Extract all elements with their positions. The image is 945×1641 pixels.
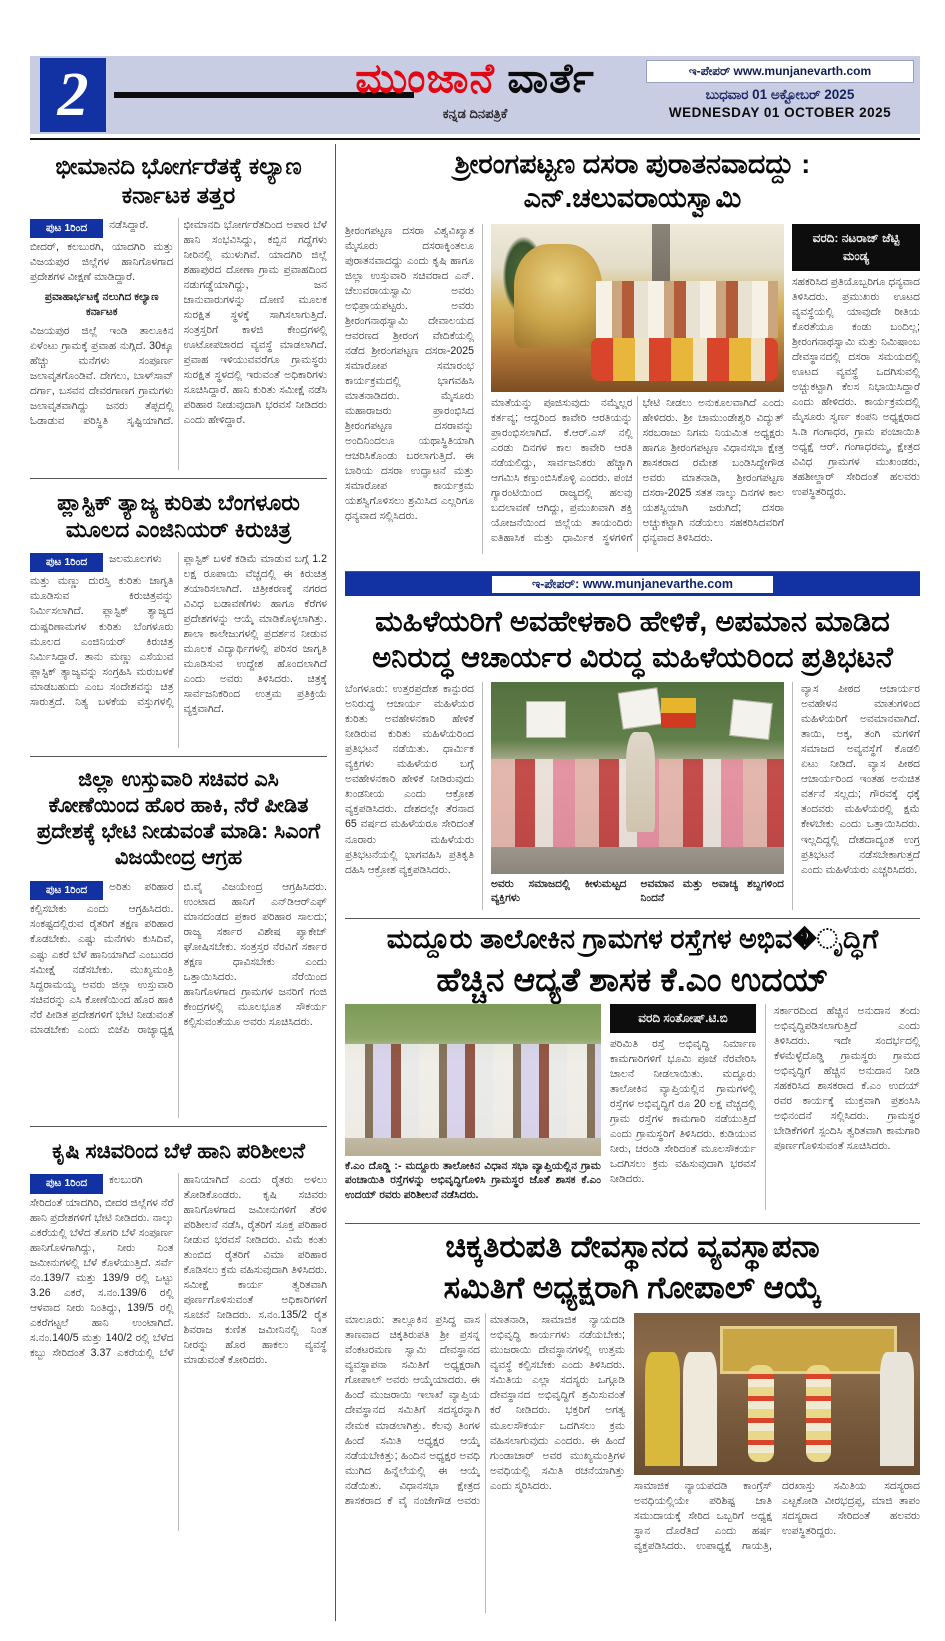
person-shape (683, 1352, 717, 1465)
header-rule (30, 138, 920, 140)
garland-shape (806, 1365, 832, 1462)
article-lead: ಅರಿತು ಪರಿಹಾರ ಕಲ್ಪಿಸಬೇಕು ಎಂದು ಆಗ್ರಹಿಸಿದರು. (30, 880, 174, 916)
left-column (30, 144, 336, 1621)
date-english: WEDNESDAY 01 OCTOBER 2025 (668, 105, 892, 120)
article-temple-committee (345, 1224, 920, 1622)
article-headline: ಭೀಮಾನದಿ ಭೋರ್ಗರೆತಕ್ಕೆ ಕಲ್ಯಾಣ ಕರ್ನಾಟಕ ತತ್ತರ (55, 153, 302, 208)
effigy-shape (626, 732, 655, 832)
headline-line2: ಅನಿರುದ್ಧ ಆಚಾರ್ಯರ ವಿರುದ್ಧ ಮಹಿಳೆಯರಿಂದ ಪ್ರತಿಭಟನೆ (372, 641, 893, 674)
article-center (491, 682, 784, 910)
article-bhima-flood (30, 144, 327, 479)
article-col-right: ಸರ್ಕಾರದಿಂದ ಹೆಚ್ಚಿನ ಅನುದಾನ ತಂದು ಅಭಿವೃದ್ಧಿಪಡಿಸಲಾಗುತ್ತಿದೆ ಎಂದು ತಿಳಿಸಿದರು. ಇದೇ ಸಂದರ್ಭದಲ್ಲಿ ಕೆಳಮೆಳ್ಳೆದೊಡ್ಡಿ ಗ್ರಾಮಸ್ಥರು ಗ್ರಾಮದ ಅಭಿವೃದ್ಧಿಗೆ ಹೆಚ್ಚಿನ ಅನುದಾನ ನೀಡಿ ಸಹಕರಿಸಿದ ಶಾಸಕರಾದ ಕೆ.ಎಂ ಉದಯ್ ರವರ ಕಾರ್ಯಕ್ಕೆ ಮುಕ್ತವಾಗಿ ಪ್ರಶಂಸಿಸಿ ಅಭಿನಂದನೆ ಸಲ್ಲಿಸಿದರು. ಗ್ರಾಮಸ್ಥರ ಬೇಡಿಕೆಗಳಿಗೆ ಸ್ಪಂದಿಸಿ ತ್ವರಿತವಾಗಿ ಕಾಮಗಾರಿ ಪೂರ್ಣಗೊಳಿಸುವಂತೆ ಸೂಚಿಸಿದರು. (765, 1004, 920, 1210)
headline-line2: ಹೆಚ್ಚಿನ ಆದ್ಯತೆ ಶಾಸಕ ಕೆ.ಎಂ ಉದಯ್ (436, 960, 829, 998)
byline-place: ಮಂಡ್ಯ (842, 249, 870, 264)
right-column (336, 144, 920, 1621)
page-number: 2 (40, 58, 106, 132)
photo-caption: ಕೆ.ಎಂ ದೊಡ್ಡಿ :- ಮದ್ದೂರು ತಾಲೋಕಿನ ವಿಧಾನ ಸಭಾ ವ್ಯಾಪ್ತಿಯಲ್ಲಿನ ಗ್ರಾಮ ಪಂಚಾಯಿತಿ ರಸ್ತೆಗಳನ್ನು ಅಭಿವೃದ್ಧಿಗೊಳಿಸಿ ಗ್ರಾಮಸ್ಥರ ಜೊತೆ ಶಾಸಕ ಕೆ.ಎಂ ಉದಯ್ ರವರು ಪರಿಶೀಲನೆ ನಡೆಸಿದರು. (345, 1160, 601, 1201)
article-headline: ಜಿಲ್ಲಾ ಉಸ್ತುವಾರಿ ಸಚಿವರ ಎಸಿ ಕೋಣೆಯಿಂದ ಹೊರ ಹಾಕಿ, ನೆರೆ ಪೀಡಿತ ಪ್ರದೇಶಕ್ಕೆ ಭೇಟಿ ನೀಡುವಂತೆ ಮಾಡಿ: ಸಿಎಂಗೆ ವಿಜಯೇಂದ್ರ ಆಗ್ರಹ (36, 767, 321, 870)
from-page-badge: ಪುಟ 1ರಿಂದ (30, 553, 103, 573)
article-crop-damage (30, 1127, 327, 1539)
from-page-badge: ಪುಟ 1ರಿಂದ (30, 219, 103, 239)
article-vijayendra-demand (30, 757, 327, 1127)
masthead-title-black: ವಾರ್ತೆ (507, 55, 595, 101)
article-body: ವಿಜಯಪುರ ಜಿಲ್ಲೆ ಇಂಡಿ ತಾಲೂಕಿನ ಏಳೆಂಟು ಗ್ರಾಮಕ್ಕೆ ಪ್ರವಾಹ ನುಗ್ಗಿದೆ. 30ಕ್ಕೂ ಹೆಚ್ಚು ಮನೆಗಳು ಸಂಪೂರ್ಣ ಜಲಾವೃತಗೊಂಡಿವೆ. ದೇಗಲು, ಬಾಳ್‌ಸಾವ್ ದರ್ಗಾ, ಬಸವನ ದೇವರಗಾಣಗ ಗ್ರಾಮಗಳು ಜಲಾವೃತವಾಗಿದ್ದು ಜನರು ತೆಪ್ಪದಲ್ಲಿ ಓಡಾಡುವ ಪರಿಸ್ಥಿತಿ ಸೃಷ್ಟಿಯಾಗಿದೆ. ಭೀಮಾನದಿ ಭೋರ್ಗರೆತದಿಂದ ಅಪಾರ ಬೆಳೆ ಹಾನಿ ಸಂಭವಿಸಿದ್ದು, ಕಬ್ಬಿನ ಗದ್ದೆಗಳು ನೀರಿನಲ್ಲಿ ಮುಳುಗಿವೆ. ಯಾದಗಿರಿ ಜಿಲ್ಲೆ ಶಹಾಪುರದ ದೋಣಾ ಗ್ರಾಮ ಪ್ರವಾಹದಿಂದ ನಡುಗಡ್ಡೆಯಾಗಿದ್ದು, ಜನ ಜಾನುವಾರುಗಳನ್ನು ದೋಣಿ ಮೂಲಕ ಸುರಕ್ಷಿತ ಸ್ಥಳಕ್ಕೆ ಸಾಗಿಸಲಾಗುತ್ತಿದೆ. ಸಂತ್ರಸ್ತರಿಗೆ ಕಾಳಜಿ ಕೇಂದ್ರಗಳಲ್ಲಿ ಊಟೋಪಚಾರದ ವ್ಯವಸ್ಥೆ ಮಾಡಲಾಗಿದೆ. ಪ್ರವಾಹ ಇಳಿಯುವವರೆಗೂ ಗ್ರಾಮಸ್ಥರು ಸುರಕ್ಷಿತ ಸ್ಥಳದಲ್ಲಿ ಇರುವಂತೆ ಅಧಿಕಾರಿಗಳು ಸೂಚಿಸಿದ್ದಾರೆ. ಹಾನಿ ಕುರಿತು ಸಮೀಕ್ಷೆ ನಡೆಸಿ ಪರಿಹಾರ ನೀಡುವುದಾಗಿ ಭರವಸೆ ನೀಡಿದರು ಎಂದು ಹೇಳಿದ್ದಾರೆ. (30, 218, 327, 427)
article-maddur-roads (345, 919, 920, 1224)
article-dasara (345, 144, 920, 572)
headline-line1: ಮದ್ದೂರು ತಾಲೋಕಿನ ಗ್ರಾಮಗಳ ರಸ್ತೆಗಳ ಅಭಿವ�ೃದ್ಧಿಗೆ (386, 924, 879, 955)
article-headline: ಕೃಷಿ ಸಚಿವರಿಂದ ಬೆಳೆ ಹಾನಿ ಪರಿಶೀಲನೆ (52, 1139, 305, 1163)
placard-shape (618, 687, 663, 729)
masthead-band (30, 56, 920, 134)
elephant-howdah-shape (514, 244, 602, 348)
article-body: ಪ್ಲಾಸ್ಟಿಕ್ ತ್ಯಾಜ್ಯದ ದುಷ್ಪರಿಣಾಮಗಳ ಕುರಿತು ಬೆಂಗಳೂರು ಮೂಲದ ಎಂಜಿನಿಯರ್ ಕಿರುಚಿತ್ರ ನಿರ್ಮಿಸಿದ್ದಾರೆ. ತಾನು ಮಣ್ಣು ಎಸೆಯುವ ಪ್ಲಾಸ್ಟಿಕ್ ತ್ಯಾಜ್ಯವನ್ನು ಸಂಗ್ರಹಿಸಿ ಮರುಬಳಕೆ ಮಾಡಬಹುದು ಎಂಬ ಸಂದೇಶವನ್ನು ಚಿತ್ರ ಸಾರುತ್ತದೆ. ನಿತ್ಯ ಬಳಕೆಯ ವಸ್ತುಗಳಲ್ಲಿ ಪ್ಲಾಸ್ಟಿಕ್ ಬಳಕೆ ಕಡಿಮೆ ಮಾಡುವ ಬಗ್ಗೆ 1.2 ಲಕ್ಷ ರೂಪಾಯಿ ವೆಚ್ಚದಲ್ಲಿ ಈ ಕಿರುಚಿತ್ರ ತಯಾರಿಸಲಾಗಿದೆ. ಚಿತ್ರೀಕರಣಕ್ಕೆ ನಗರದ ವಿವಿಧ ಬಡಾವಣೆಗಳು ಹಾಗೂ ಕೆರೆಗಳ ಪ್ರದೇಶಗಳನ್ನು ಆಯ್ಕೆ ಮಾಡಿಕೊಳ್ಳಲಾಗಿತ್ತು. ಶಾಲಾ ಕಾಲೇಜುಗಳಲ್ಲಿ ಪ್ರದರ್ಶನ ನೀಡುವ ಮೂಲಕ ವಿದ್ಯಾರ್ಥಿಗಳಲ್ಲಿ ಪರಿಸರ ಜಾಗೃತಿ ಮೂಡಿಸುವ ಉದ್ದೇಶ ಹೊಂದಲಾಗಿದೆ ಎಂದು ಅವರು ತಿಳಿಸಿದರು. ಚಿತ್ರಕ್ಕೆ ಸಾರ್ವಜನಿಕರಿಂದ ಉತ್ತಮ ಪ್ರತಿಕ್ರಿಯೆ ವ್ಯಕ್ತವಾಗಿದೆ. (30, 552, 327, 715)
article-center (491, 224, 784, 563)
from-page-badge: ಪುಟ 1ರಿಂದ (30, 881, 103, 901)
article-photo-block (634, 1313, 920, 1613)
photo-caption-left: ಅವರು ಸಮಾಜದಲ್ಲಿ ಕೀಳುಮಟ್ಟದ ವ್ಯಕ್ತಿಗಳು (491, 878, 627, 905)
dasara-procession-photo (491, 224, 784, 392)
article-lead: ಜಲಮೂಲಗಳು ಮತ್ತು ಮಣ್ಣು ದುರಸ್ತಿ ಕುರಿತು ಜಾಗೃತಿ ಮೂಡಿಸುವ ಕಿರುಚಿತ್ರವನ್ನು ನಿರ್ಮಿಸಲಾಗಿದೆ. (30, 552, 174, 618)
masthead-right (646, 60, 914, 120)
article-body: ಸಂಕಷ್ಟದಲ್ಲಿರುವ ರೈತರಿಗೆ ತಕ್ಷಣ ಪರಿಹಾರ ಕೊಡಬೇಕು. ಎಷ್ಟು ಮನೆಗಳು ಕುಸಿದಿವೆ, ಎಷ್ಟು ಎಕರೆ ಬೆಳೆ ಹಾನಿಯಾಗಿದೆ ಎಂಬುದರ ಸಮೀಕ್ಷೆ ನಡೆಸಬೇಕು. ಮುಖ್ಯಮಂತ್ರಿ ಸಿದ್ದರಾಮಯ್ಯ ಅವರು ಜಿಲ್ಲಾ ಉಸ್ತುವಾರಿ ಸಚಿವರನ್ನು ಎಸಿ ಕೋಣೆಯಿಂದ ಹೊರ ಹಾಕಿ ನೆರೆ ಪೀಡಿತ ಪ್ರದೇಶಗಳಿಗೆ ಭೇಟಿ ನೀಡುವಂತೆ ಮಾಡಬೇಕು ಎಂದು ಬಿಜೆಪಿ ರಾಜ್ಯಾಧ್ಯಕ್ಷ ಬಿ.ವೈ ವಿಜಯೇಂದ್ರ ಆಗ್ರಹಿಸಿದರು. ಉಂಟಾದ ಹಾನಿಗೆ ಎನ್‌ಡಿಆರ್‌ಎಫ್ ಮಾನದಂಡದ ಪ್ರಕಾರ ಪರಿಹಾರ ಸಾಲದು; ರಾಜ್ಯ ಸರ್ಕಾರ ವಿಶೇಷ ಪ್ಯಾಕೇಜ್ ಘೋಷಿಸಬೇಕು. ಸಂತ್ರಸ್ತರ ನೆರವಿಗೆ ಸರ್ಕಾರ ತಕ್ಷಣ ಧಾವಿಸಬೇಕು ಎಂದು ಒತ್ತಾಯಿಸಿದರು. ನೆರೆಯಿಂದ ಹಾನಿಗೊಳಗಾದ ಗ್ರಾಮಗಳ ಜನರಿಗೆ ಗಂಜಿ ಕೇಂದ್ರಗಳಲ್ಲಿ ಮೂಲಭೂತ ಸೌಕರ್ಯ ಕಲ್ಪಿಸುವಂತೆಯೂ ಅವರು ಸೂಚಿಸಿದರು. (30, 880, 327, 1036)
article-subhead: ಪ್ರವಾಹಾರ್ಭಟಕ್ಕೆ ನಲುಗಿದ ಕಲ್ಯಾಣ ಕರ್ನಾಟಕ (44, 290, 159, 318)
epaper-url: ಇ-ಪೇಪರ್ www.munjanevarth.com (646, 60, 914, 83)
men-group-shape (345, 1044, 601, 1138)
article-lead: ಕಲಬುರಗಿ ಸೇರಿದಂತೆ ಯಾದಗಿರಿ, ಬೀದರ ಜಿಲ್ಲೆಗಳ ನೆರೆ ಹಾನಿ ಪ್ರದೇಶಗಳಿಗೆ ಭೇಟಿ ನೀಡಿದರು. (30, 1173, 174, 1224)
article-col-left: ಮಾಲೂರು: ತಾಲ್ಲೂಕಿನ ಪ್ರಸಿದ್ಧ ವಾಸ ತಾಣವಾದ ಚಿಕ್ಕತಿರುಪತಿ ಶ್ರೀ ಪ್ರಸನ್ನ ವೆಂಕಟರಮಣ ಸ್ವಾಮಿ ದೇವಸ್ಥಾನದ ವ್ಯವಸ್ಥಾಪನಾ ಸಮಿತಿಗೆ ಅಧ್ಯಕ್ಷರಾಗಿ ಗೋಪಾಲ್ ಅವರು ಆಯ್ಕೆಯಾದರು. ಈ ಹಿಂದೆ ಮುಜರಾಯಿ ಇಲಾಖೆ ವ್ಯಾಪ್ತಿಯ ದೇವಸ್ಥಾನದ ಸಮಿತಿಗೆ ಸದಸ್ಯರನ್ನಾಗಿ ನೇಮಕ ಮಾಡಲಾಗಿತ್ತು. ಕೆಲವು ತಿಂಗಳ ಹಿಂದೆ ಸಮಿತಿ ಅಧ್ಯಕ್ಷರ ಆಯ್ಕೆ ನಡೆಯಬೇಕಿತ್ತು; ಹಿಂದಿನ ಅಧ್ಯಕ್ಷರ ಅವಧಿ ಮುಗಿದ ಹಿನ್ನೆಲೆಯಲ್ಲಿ ಈ ಆಯ್ಕೆ ನಡೆಯಿತು. ವಿಧಾನಸಭಾ ಕ್ಷೇತ್ರದ ಶಾಸಕರಾದ ಕೆ ವೈ ನಂಜೇಗೌಡ ಅವರು ಮಾತನಾಡಿ, ಸಾಮಾಜಿಕ ನ್ಯಾಯದಡಿ ಅಭಿವೃದ್ಧಿ ಕಾರ್ಯಗಳು ನಡೆಯಬೇಕು; ಮುಜರಾಯಿ ದೇವಸ್ಥಾನಗಳಲ್ಲಿ ಉತ್ತಮ ವ್ಯವಸ್ಥೆ ಕಲ್ಪಿಸಬೇಕು ಎಂದು ತಿಳಿಸಿದರು. ಸಮಿತಿಯ ಎಲ್ಲಾ ಸದಸ್ಯರು ಒಗ್ಗೂಡಿ ದೇವಸ್ಥಾನದ ಅಭಿವೃದ್ಧಿಗೆ ಶ್ರಮಿಸುವಂತೆ ಕರೆ ನೀಡಿದರು. ಭಕ್ತರಿಗೆ ಅಗತ್ಯ ಮೂಲಸೌಕರ್ಯ ಒದಗಿಸಲು ಕ್ರಮ ವಹಿಸಲಾಗುವುದು ಎಂದರು. ಈ ಹಿಂದೆ ಗುಂಡಾಚಾರ್ ಅವರ ಮುಖ್ಯಮಂತ್ರಿಗಳ ಅವಧಿಯಲ್ಲಿ ಸಮಿತಿ ರಚನೆಯಾಗಿತ್ತು ಎಂದು ಸ್ಮರಿಸಿದರು. (345, 1314, 625, 1507)
person-shape (645, 1352, 679, 1465)
main-content (30, 144, 920, 1621)
article-col-mid (610, 1004, 756, 1215)
below-photo-right: ಉಪಾಧ್ಯಕ್ಷೆ ಗಾಯತ್ರಿ, ದರಖಾಸ್ತು ಸಮಿತಿಯ ಸದಸ್ಯರಾದ ಎಟ್ಟಕೋಡಿ ವೀರಭದ್ರಪ್ಪ, ಮಾಜಿ ತಾಪಂ ಸದಸ್ಯರಾದ ಸೇರಿದಂತೆ ಹಲವರು ಉಪಸ್ಥಿತರಿದ್ದರು. (696, 1480, 920, 1553)
masthead-tagline: ಕನ್ನಡ ದಿನಪತ್ರಿಕೆ (442, 106, 508, 121)
below-photo-left: ಸಾಮಾಜಿಕ ನ್ಯಾಯಪದಡಿ ಕಾಂಗ್ರೆಸ್ ಅವಧಿಯಲ್ಲಿಯೇ ಪರಿಶಿಷ್ಟ ಜಾತಿ ಸಮುದಾಯಕ್ಕೆ ಸೇರಿದ ಒಬ್ಬರಿಗೆ ಅಧ್ಯಕ್ಷ ಸ್ಥಾನ ದೊರೆತಿದೆ ಎಂದು ಹರ್ಷ ವ್ಯಕ್ತಪಡಿಸಿದರು. (634, 1480, 772, 1553)
temple-felicitation-photo (634, 1313, 920, 1475)
placard-shape (526, 701, 566, 738)
byline-name: ವರದಿ: ನಟರಾಜ್ ಜೆಟ್ಟಿ (812, 230, 900, 245)
from-page-badge: ಪುಟ 1ರಿಂದ (30, 1174, 103, 1194)
article-col-right (792, 224, 920, 563)
article-headline: ಶ್ರೀರಂಗಪಟ್ಟಣ ದಸರಾ ಪುರಾತನವಾದದ್ದು : ಎನ್.ಚಲುವರಾಯಸ್ವಾಮಿ (454, 149, 811, 213)
epaper-banner (345, 572, 920, 596)
article-lead: ನಡೆಸಿದ್ದಾರೆ. ಬೀದರ್, ಕಲಬುರಗಿ, ಯಾದಗಿರಿ ಮತ್ತು ವಿಜಯಪುರ ಜಿಲ್ಲೆಗಳ ಹಾನಿಗೊಳಗಾದ ಪ್ರದೇಶಗಳ ವೀಕ್ಷಣೆ ಮಾಡಿದ್ದಾರೆ. (30, 218, 174, 284)
headline-line2: ಸಮಿತಿಗೆ ಅಧ್ಯಕ್ಷರಾಗಿ ಗೋಪಾಲ್ ಆಯ್ಕೆ (443, 1269, 822, 1305)
kannada-flag-shape (661, 698, 696, 729)
article-plastic-film (30, 479, 327, 757)
person-shape (880, 1352, 914, 1465)
article-col-left: ಶ್ರೀರಂಗಪಟ್ಟಣ ದಸರಾ ವಿಶ್ವವಿಖ್ಯಾತ ಮೈಸೂರು ದಸರಾಕ್ಕಿಂತಲೂ ಪುರಾತನವಾದದ್ದು ಎಂದು ಕೃಷಿ ಹಾಗೂ ಜಿಲ್ಲಾ ಉಸ್ತುವಾರಿ ಸಚಿವರಾದ ಎನ್. ಚೆಲುವರಾಯಸ್ವಾಮಿ ಅವರು ಅಭಿಪ್ರಾಯಪಟ್ಟರು. ಅವರು ಶ್ರೀರಂಗನಾಥಸ್ವಾಮಿ ದೇವಾಲಯದ ಆವರಣದ ಶ್ರೀರಂಗ ವೇದಿಕೆಯಲ್ಲಿ ನಡೆದ ಶ್ರೀರಂಗಪಟ್ಟಣ ದಸರಾ-2025 ಸಮಾರೋಪ ಸಮಾರಂಭ ಕಾರ್ಯಕ್ರಮದಲ್ಲಿ ಭಾಗವಹಿಸಿ ಮಾತನಾಡಿದರು. ಮೈಸೂರು ಮಹಾರಾಜರು ಪ್ರಾರಂಭಿಸಿದ ಶ್ರೀರಂಗಪಟ್ಟಣ ದಸರಾವನ್ನು ಅಂದಿನಿಂದಲೂ ಯಥಾಸ್ಥಿತಿಯಾಗಿ ಆಚರಿಸಿಕೊಂಡು ಬರಲಾಗುತ್ತಿದೆ. ಈ ಬಾರಿಯ ದಸರಾ ಉದ್ಘಾಟನೆ ಮತ್ತು ಸಮಾರೋಪ ಕಾರ್ಯಕ್ರಮ ಯಶಸ್ವಿಗೊಳಿಸಲು ಶ್ರಮಿಸಿದ ಎಲ್ಲರಿಗೂ ಧನ್ಯವಾದ ಸಲ್ಲಿಸಿದರು. (345, 224, 483, 554)
article-col-right-text: ಸಹಕರಿಸಿದ ಪ್ರತಿಯೊಬ್ಬರಿಗೂ ಧನ್ಯವಾದ ತಿಳಿಸಿದರು. ಪ್ರಮುಖರು ಊಟದ ವ್ಯವಸ್ಥೆಯಲ್ಲಿ ಯಾವುದೇ ರೀತಿಯ ಕೊರತೆಯೂ ಕಂಡು ಬಂದಿಲ್ಲ; ಶ್ರೀರಂಗನಾಥಸ್ವಾಮಿ ಮತ್ತು ನಿಮಿಷಾಂಬ ದೇವಸ್ಥಾನದಲ್ಲಿ ದಸರಾ ಸಮಯದಲ್ಲಿ ಊಟದ ವ್ಯವಸ್ಥೆ ಒದಗಿಸುವಲ್ಲಿ ಅಚ್ಚುಕಟ್ಟಾಗಿ ಕೆಲಸ ನಿಭಾಯಿಸಿದ್ದಾರೆ ಎಂದು ಹೇಳಿದರು. ಕಾರ್ಯಕ್ರಮದಲ್ಲಿ ಮೈಸೂರು ಸ್ವರ್ಣ ಕಂಪನಿ ಅಧ್ಯಕ್ಷರಾದ ಸಿ.ಡಿ ಗಂಗಾಧರ, ಗ್ರಾಮ ಪಂಚಾಯಿತಿ ಅಧ್ಯಕ್ಷೆ ಆರ್. ಗಂಗಾಧರಮ್ಮ, ಕ್ಷೇತ್ರದ ವಿವಿಧ ಗ್ರಾಮಗಳ ಮುಖಂಡರು, ತಹಶೀಲ್ದಾರ್ ಸೇರಿದಂತೆ ಹಲವರು ಉಪಸ್ಥಿತರಿದ್ದರು. (792, 275, 920, 499)
article-headline: ಪ್ಲಾಸ್ಟಿಕ್ ತ್ಯಾಜ್ಯ ಕುರಿತು ಬೆಂಗಳೂರು ಮೂಲದ ಎಂಜಿನಿಯರ್ ಕಿರುಚಿತ್ರ (57, 489, 300, 542)
article-col-left: ಬೆಂಗಳೂರು: ಉತ್ತರಪ್ರದೇಶ ಕಾನ್ಪುರದ ಅನಿರುದ್ಧ ಆಚಾರ್ಯ ಮಹಿಳೆಯರ ಕುರಿತು ಅವಹೇಳನಕಾರಿ ಹೇಳಿಕೆ ನೀಡಿರುವ ಕುರಿತು ಮಹಿಳೆಯರಿಂದ ಪ್ರತಿಭಟನೆ ನಡೆಯಿತು. ಧಾರ್ಮಿಕ ವ್ಯಕ್ತಿಗಳು ಮಹಿಳೆಯರ ಬಗ್ಗೆ ಅವಹೇಳನಕಾರಿ ಹೇಳಿಕೆ ನೀಡಿರುವುದು ಖಂಡನೀಯ ಎಂದು ಆಕ್ರೋಶ ವ್ಯಕ್ತಪಡಿಸಿದರು. ದೇಶದಲ್ಲೇ ತೆರನಾದ 65 ವರ್ಷದ ಮಹಿಳೆಯರೂ ಸೇರಿದಂತೆ ನೂರಾರು ಮಹಿಳೆಯರು ಪ್ರತಿಭಟನೆಯಲ್ಲಿ ಭಾಗವಹಿಸಿ ಪ್ರತಿಕೃತಿ ದಹಿಸಿ ಆಕ್ರೋಶ ವ್ಯಕ್ತಪಡಿಸಿದರು. (345, 682, 483, 910)
reporter-byline (792, 224, 920, 271)
reporter-byline: ವರದಿ ಸಂತೋಷ್.ಟಿ.ಬಿ (610, 1004, 756, 1033)
women-protest-photo (491, 682, 784, 874)
maddur-group-photo (345, 1004, 601, 1156)
article-col-mid-text: ಪರಿಮಿತಿ ರಸ್ತೆ ಅಭಿವೃದ್ಧಿ ನಿರ್ಮಾಣ ಕಾಮಗಾರಿಗಳಿಗೆ ಭೂಮಿ ಪೂಜೆ ನೆರವೇರಿಸಿ ಚಾಲನೆ ನೀಡಲಾಯಿತು. ಮದ್ದೂರು ತಾಲೋಕಿನ ವ್ಯಾಪ್ತಿಯಲ್ಲಿನ ಗ್ರಾಮಗಳಲ್ಲಿ ರಸ್ತೆಗಳ ಅಭಿವೃದ್ಧಿಗೆ ರೂ 20 ಲಕ್ಷ ವೆಚ್ಚದಲ್ಲಿ ಗ್ರಾಮ ರಸ್ತೆಗಳ ಕಾಮಗಾರಿ ನಡೆಯುತ್ತಿದೆ ಎಂದು ಗ್ರಾಮಸ್ಥರಿಗೆ ತಿಳಿಸಿದರು. ಕುಡಿಯುವ ನೀರು, ಚರಂಡಿ ಸೇರಿದಂತೆ ಮೂಲಸೌಕರ್ಯ ಒದಗಿಸಲು ಕ್ರಮ ವಹಿಸುವುದಾಗಿ ಭರವಸೆ ನೀಡಿದರು. (610, 1037, 756, 1186)
article-col-right: ವ್ಯಾಸ ಪೀಠದ ಆಚಾರ್ಯರ ಅವಹೇಳನ ಮಾತುಗಳಿಂದ ಮಹಿಳೆಯರಿಗೆ ಅವಮಾನವಾಗಿದೆ. ತಾಯಿ, ಅಕ್ಕ, ತಂಗಿ ಮಗಳಿಗೆ ಸಮಾಜದ ಅವ್ಯವಸ್ಥೆಗೆ ಕೊಡಲಿ ಏಟು ನೀಡಿದೆ. ವ್ಯಾಸ ಪೀಠದ ಆಚಾರ್ಯರಿಂದ ಇಂತಹ ಅನುಚಿತ ವರ್ತನೆ ಸಲ್ಲದು; ಗೌರವಕ್ಕೆ ಧಕ್ಕೆ ತಂದವರು ಮಹಿಳೆಯರಲ್ಲಿ ಕ್ಷಮೆ ಕೇಳಬೇಕು ಎಂದು ಒತ್ತಾಯಿಸಿದರು. ಇಲ್ಲದಿದ್ದಲ್ಲಿ ದೇಶದಾದ್ಯಂತ ಉಗ್ರ ಪ್ರತಿಭಟನೆ ನಡೆಸಬೇಕಾಗುತ್ತದೆ ಎಂದು ಮಹಿಳೆಯರು ಎಚ್ಚರಿಸಿದರು. (792, 682, 920, 910)
photo-caption-right: ಅವಮಾನ ಮತ್ತು ಅವಾಚ್ಯ ಶಬ್ದಗಳಿಂದ ನಿಂದನೆ (640, 878, 784, 905)
crowd-shape (596, 281, 778, 338)
epaper-banner-url: ಇ-ಪೇಪರ್: www.munjanevarthe.com (492, 576, 773, 593)
article-photo-block (345, 1004, 601, 1215)
article-body: ನಾಲ್ಕು ಎಕರೆಯಲ್ಲಿ ಬೆಳೆದ ತೊಗರಿ ಬೆಳೆ ಸಂಪೂರ್ಣ ಹಾನಿಗೊಳಗಾಗಿದ್ದು, ನೀರು ನಿಂತ ಜಮೀನುಗಳಲ್ಲಿ ಬೆಳೆ ಕೊಳೆಯುತ್ತಿದೆ. ಸರ್ವೆ ನಂ.139/7 ಮತ್ತು 139/9 ರಲ್ಲಿ ಒಟ್ಟು 3.26 ಎಕರೆ, ಸ.ನಂ.139/6 ರಲ್ಲಿ ಆಳವಾದ ನೀರು ನಿಂತಿದ್ದು, 139/5 ರಲ್ಲಿ ಎಕರೆಗಟ್ಟಲೆ ಹಾನಿ ಉಂಟಾಗಿದೆ. ಸ.ನಂ.140/5 ಮತ್ತು 140/2 ರಲ್ಲಿ ಬೆಳೆದ ಕಬ್ಬು ಸೇರಿದಂತೆ 3.37 ಎಕರೆಯಲ್ಲಿ ಬೆಳೆ ಹಾನಿಯಾಗಿದೆ ಎಂದು ರೈತರು ಅಳಲು ತೋಡಿಕೊಂಡರು. ಕೃಷಿ ಸಚಿವರು ಹಾನಿಗೊಳಗಾದ ಜಮೀನುಗಳಿಗೆ ತೆರಳಿ ಪರಿಶೀಲನೆ ನಡೆಸಿ, ರೈತರಿಗೆ ಸೂಕ್ತ ಪರಿಹಾರ ನೀಡುವ ಭರವಸೆ ನೀಡಿದರು. ವಿಮೆ ಕಂತು ತುಂಬಿದ ರೈತರಿಗೆ ವಿಮಾ ಪರಿಹಾರ ಕೊಡಿಸಲು ಕ್ರಮ ವಹಿಸುವುದಾಗಿ ತಿಳಿಸಿದರು. ಸಮೀಕ್ಷೆ ಕಾರ್ಯ ತ್ವರಿತವಾಗಿ ಪೂರ್ಣಗೊಳಿಸುವಂತೆ ಅಧಿಕಾರಿಗಳಿಗೆ ಸೂಚನೆ ನೀಡಿದರು. ಸ.ನಂ.135/2 ರೈತ ಶಿವರಾಜ ಕುಣಿತ ಜಮೀನಿನಲ್ಲಿ ನಿಂತ ನೀರನ್ನು ಹೊರ ಹಾಕಲು ವ್ಯವಸ್ಥೆ ಮಾಡುವಂತೆ ಕೋರಿದರು. (30, 1173, 327, 1367)
placard-shape (729, 699, 773, 740)
article-protest (345, 598, 920, 920)
garland-shape (748, 1365, 774, 1462)
masthead-title-red: ಮುಂಜಾನೆ (355, 55, 495, 101)
headline-line1: ಚಿಕ್ಕತಿರುಪತಿ ದೇವಸ್ಥಾನದ ವ್ಯವಸ್ಥಾಪನಾ (445, 1228, 820, 1264)
date-kannada: ಬುಧವಾರ 01 ಅಕ್ಟೋಬರ್ 2025 (705, 87, 855, 102)
garland-shape (591, 338, 779, 382)
headline-line1: ಮಹಿಳೆಯರಿಗೆ ಅವಹೇಳಕಾರಿ ಹೇಳಿಕೆ, ಅಪಮಾನ ಮಾಡಿದ (375, 605, 890, 638)
article-below-photo: ಮಾತೆಯನ್ನು ಪೂಜಿಸುವುದು ನಮ್ಮೆಲ್ಲರ ಕರ್ತವ್ಯ; ಆದ್ದರಿಂದ ಕಾವೇರಿ ಆರತಿಯನ್ನು ಪ್ರಾರಂಭಿಸಲಾಗಿದೆ. ಕೆ.ಆರ್.ಎಸ್ ನಲ್ಲಿ ಎರಡು ದಿನಗಳ ಕಾಲ ಕಾವೇರಿ ಆರತಿ ನಡೆಯಲಿದ್ದು, ಸಾರ್ವಜನಿಕರು ಹೆಚ್ಚಾಗಿ ಆಗಮಿಸಿ ಕಣ್ತುಂಬಿಸಿಕೊಳ್ಳಿ ಎಂದರು. ಪಂಚ ಗ್ಯಾರಂಟಿಯಿಂದ ರಾಜ್ಯದಲ್ಲಿ ಹಲವು ಬದಲಾವಣೆ ಆಗಿದ್ದು, ಪ್ರಮುಖವಾಗಿ ಶಕ್ತಿ ಯೋಜನೆಯಿಂದ ಜಿಲ್ಲೆಯ ತಾಯಂದಿರು ಐತಿಹಾಸಿಕ ಮತ್ತು ಧಾರ್ಮಿಕ ಸ್ಥಳಗಳಿಗೆ ಭೇಟಿ ನೀಡಲು ಅನುಕೂಲವಾಗಿದೆ ಎಂದು ಹೇಳಿದರು. ಶ್ರೀ ಚಾಮುಂಡೇಶ್ವರಿ ವಿದ್ಯುತ್ ಸರಬರಾಜು ನಿಗಮ ನಿಯಮಿತ ಅಧ್ಯಕ್ಷರು ಹಾಗೂ ಶ್ರೀರಂಗಪಟ್ಟಣ ವಿಧಾನಸಭಾ ಕ್ಷೇತ್ರ ಶಾಸಕರಾದ ರಮೇಶ ಬಂಡಿಸಿದ್ದೇಗೌಡ ಅವರು ಮಾತನಾಡಿ, ಶ್ರೀರಂಗಪಟ್ಟಣ ದಸರಾ-2025 ಸತತ ನಾಲ್ಕು ದಿನಗಳ ಕಾಲ ಯಶಸ್ವಿಯಾಗಿ ಜರುಗಿದೆ; ದಸರಾ ಅಚ್ಚುಕಟ್ಟಾಗಿ ನಡೆಯಲು ಸಹಕರಿಸಿದವರಿಗೆ ಧನ್ಯವಾದ ತಿಳಿಸಿದರು. (491, 396, 784, 544)
